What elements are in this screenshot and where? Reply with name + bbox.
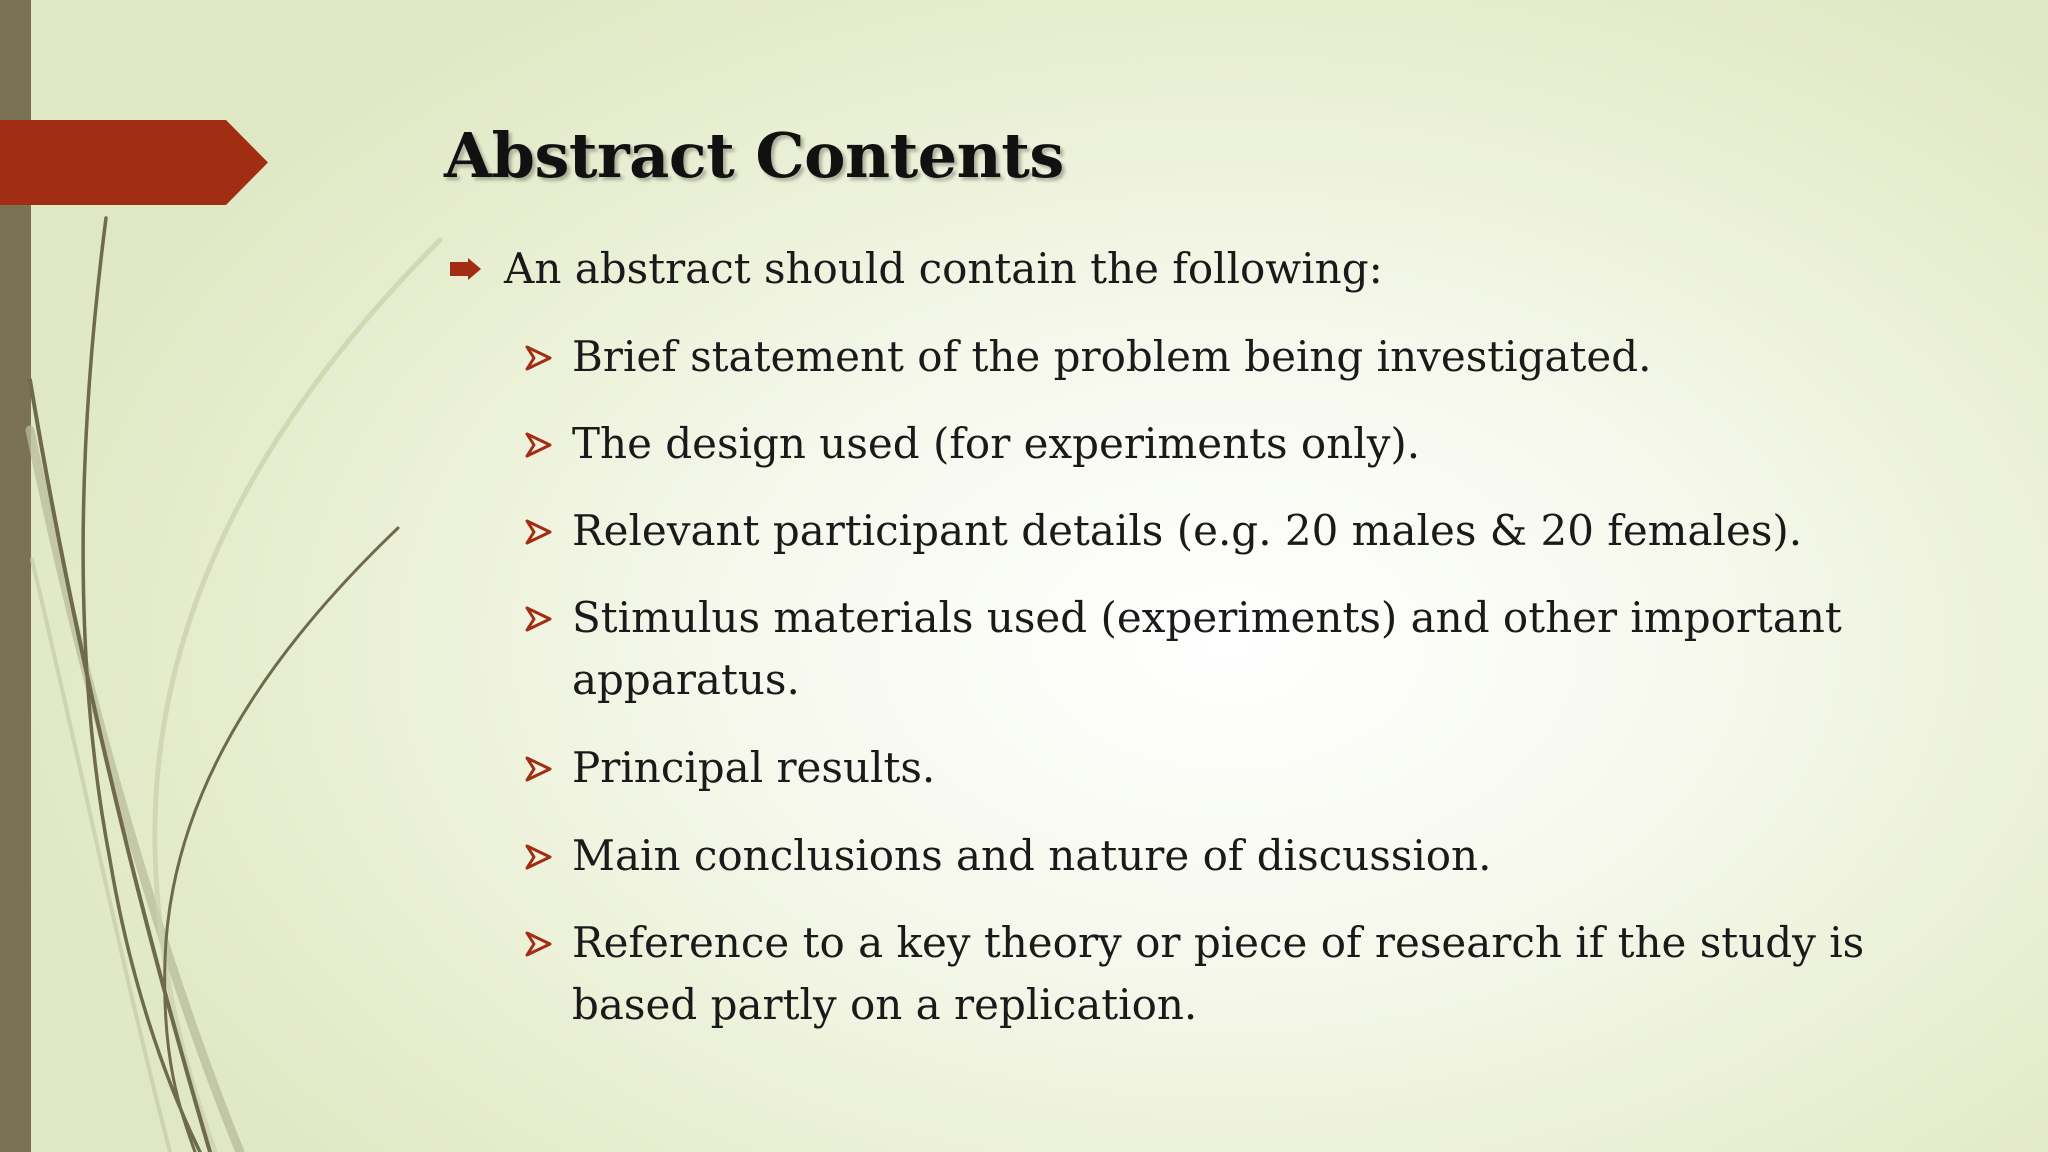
list-item-text: Stimulus materials used (experiments) and other important apparatus. [572, 593, 1842, 704]
list-item-text: Reference to a key theory or piece of research if the study is based partly on a replication. [572, 918, 1865, 1029]
chevron-bullet-icon [524, 605, 552, 633]
chevron-bullet-icon [524, 930, 552, 958]
arrow-bullet-icon [448, 258, 482, 280]
chevron-bullet-icon [524, 755, 552, 783]
chevron-bullet-icon [524, 431, 552, 459]
intro-text: An abstract should contain the following: [504, 244, 1383, 293]
chevron-bullet-icon [524, 344, 552, 372]
list-item-text: Brief statement of the problem being investigated. [572, 332, 1652, 381]
list-item-text: Main conclusions and nature of discussion. [572, 831, 1492, 880]
list-item-text: Principal results. [572, 743, 936, 792]
list-item-text: Relevant participant details (e.g. 20 males & 20 females). [572, 506, 1803, 555]
list-item-text: The design used (for experiments only). [572, 419, 1421, 468]
chevron-bullet-icon [524, 843, 552, 871]
chevron-bullet-icon [524, 518, 552, 546]
slide-title: Abstract Contents [444, 119, 1064, 192]
